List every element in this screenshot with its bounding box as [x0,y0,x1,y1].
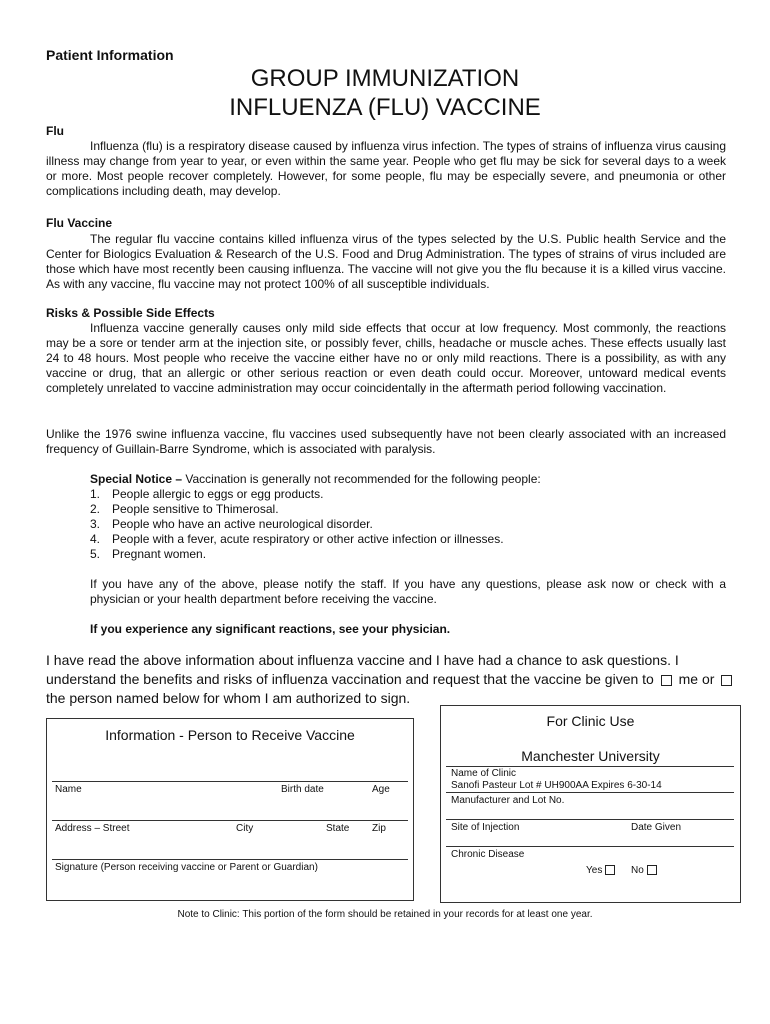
address-line[interactable] [52,820,408,821]
name-of-clinic-label: Name of Clinic [451,768,517,779]
list-item-number: 5. [90,547,101,561]
list-item-number: 3. [90,517,101,531]
consent-text-part1: I have read the above information about influenza vaccine and I have had a chance to ask questions. I understand the benefits and risks of influenza vaccination and request that the vaccine be given to [46,652,679,687]
birth-date-label: Birth date [281,784,324,795]
page-title-line2: INFLUENZA (FLU) VACCINE [229,94,541,121]
list-item-number: 1. [90,487,101,501]
signature-label: Signature (Person receiving vaccine or Parent or Guardian) [55,862,318,873]
section-label: Patient Information [46,47,174,63]
flu-vaccine-heading: Flu Vaccine [46,216,113,230]
city-label: City [236,823,254,834]
flu-body: Influenza (flu) is a respiratory disease caused by influenza virus infection. The types of strains of influenza virus causing illness may change from year to year, or even within the same year. People who get flu may be sick for several days to a week or more. Most people recover completely. However, for some people, flu may be especially severe, and pneumonia or other complications including death, may develop. [46,139,726,198]
clinic-name-line [446,766,734,767]
zip-label: Zip [372,823,386,834]
recipient-info-box [46,718,414,901]
chronic-yes-label: Yes [586,865,603,876]
chronic-disease-label: Chronic Disease [451,849,525,860]
list-item-text: People allergic to eggs or egg products. [112,487,324,501]
chronic-no-label: No [631,865,644,876]
manufacturer-label: Manufacturer and Lot No. [451,795,565,806]
consent-other-checkbox[interactable] [721,675,732,686]
consent-self-checkbox[interactable] [661,675,672,686]
consent-me-or-label: me or [678,671,715,687]
risks-heading: Risks & Possible Side Effects [46,306,215,320]
age-label: Age [372,784,390,795]
flu-heading: Flu [46,124,64,138]
name-line[interactable] [52,781,408,782]
chronic-yes-checkbox[interactable] [605,865,615,875]
name-label: Name [55,784,82,795]
list-item-text: Pregnant women. [112,547,207,561]
clinic-name: Manchester University [521,748,660,764]
list-item-text: People who have an active neurological disorder. [112,517,373,531]
chronic-disease-line [446,846,734,847]
chronic-no-option[interactable] [631,865,657,876]
chronic-yes-option[interactable] [586,865,615,876]
manufacturer-line[interactable] [446,792,734,793]
reactions-notice: If you experience any significant reactions, see your physician. [90,622,451,636]
state-label: State [326,823,350,834]
notify-paragraph: If you have any of the above, please notify the staff. If you have any questions, please ask now or check with a physician or your health department before receiving the vaccine. [90,577,726,606]
list-item [90,487,323,502]
date-given-label: Date Given [631,822,682,833]
swine-paragraph: Unlike the 1976 swine influenza vaccine, flu vaccines used subsequently have not been clearly associated with an increased frequency of Guillain-Barre Syndrome, which is associated with paralysis. [46,427,726,456]
list-item [90,532,504,547]
consent-text-part2: the person named below for whom I am authorized to sign. [46,690,411,706]
list-item-number: 2. [90,502,101,516]
risks-body: Influenza vaccine generally causes only mild side effects that occur at low frequency. Most commonly, the reactions may be a sore or tender arm at the injection site, or possibly fever, chills, headache or muscle aches. These effects usually last 24 to 48 hours. Most people who receive the vaccine either have no or only mild reactions. There is a possibility, as with any vaccine or drug, that an allergic or other serious reaction or even death could occur. Moreover, untoward medical events completely unrelated to vaccine administration may occur coincidentally in the aftermath period following vaccination. [46,321,726,395]
recipient-box-title: Information - Person to Receive Vaccine [105,727,355,743]
signature-line[interactable] [52,859,408,860]
flu-vaccine-body: The regular flu vaccine contains killed influenza virus of the types selected by the U.S. Public health Service and the Center for Biologics Evaluation & Research of the U.S. Food and Drug Administration. The types of strains of virus included are those which have most recently been causing influenza. The vaccine will not give you the flu because it is a killed virus vaccine. As with any vaccine, flu vaccine may not protect 100% of all susceptible individuals. [46,232,726,291]
list-item-text: People with a fever, acute respiratory or other active infection or illnesses. [112,532,504,546]
injection-line[interactable] [446,819,734,820]
site-of-injection-label: Site of Injection [451,822,520,833]
special-notice [90,472,541,486]
special-notice-text: Vaccination is generally not recommended for the following people: [182,472,541,486]
lot-info: Sanofi Pasteur Lot # UH900AA Expires 6-30-14 [451,780,662,791]
clinic-box-title: For Clinic Use [546,713,635,729]
list-item-text: People sensitive to Thimerosal. [112,502,279,516]
address-label: Address – Street [55,823,130,834]
list-item [90,502,279,517]
consent-statement [46,651,736,708]
chronic-no-checkbox[interactable] [647,865,657,875]
special-notice-label: Special Notice – [90,472,183,486]
clinic-footer-note: Note to Clinic: This portion of the form should be retained in your records for at least one year. [177,909,593,920]
list-item [90,547,206,562]
page-title-line1: GROUP IMMUNIZATION [250,65,520,92]
list-item-number: 4. [90,532,101,546]
list-item [90,517,373,532]
